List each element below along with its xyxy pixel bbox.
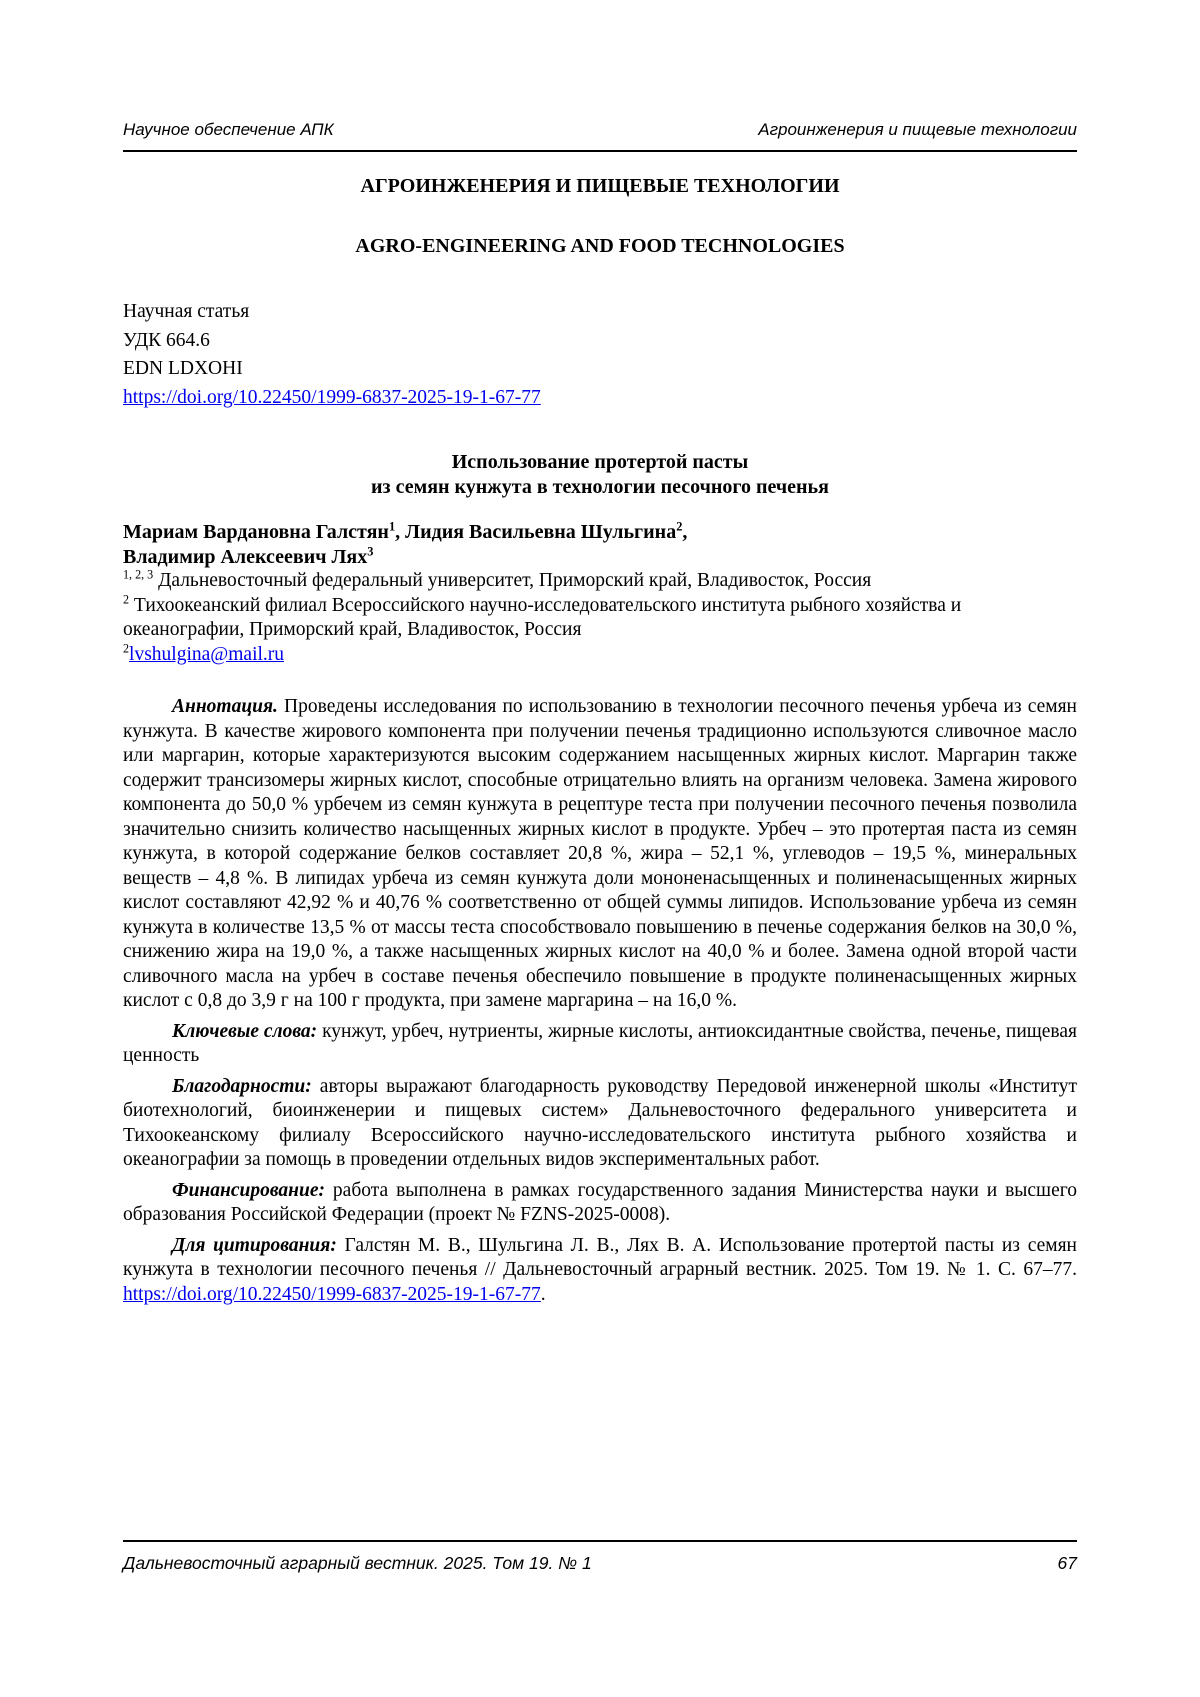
- email-line: [123, 643, 1077, 668]
- abstract-text: Проведены исследования по использованию в технологии песочного печенья урбеча из семян кунжута. В качестве жирового компонента при получении печенья традиционно используются сливочное масло или маргарин, которые характеризуются высоким содержанием насыщенных жирных кислот. Маргарин также содержит трансизомеры жирных кислот, способные отрицательно влиять на организм человека. Замена жирового компонента до 50,0 % урбечем из семян кунжута в рецептуре теста при получении песочного печенья позволила значительно снизить количество насыщенных жирных кислот в продукте. Урбеч – это протертая паста из семян кунжута, в которой содержание белков составляет 20,8 %, жира – 52,1 %, углеводов – 19,5 %, минеральных веществ – 4,8 %. В липидах урбеча из семян кунжута доли мононенасыщенных и полиненасыщенных жирных кислот составляют 42,92 % и 40,76 % соответственно от общей суммы липидов. Использование урбеча из семян кунжута в количестве 13,5 % от массы теста способствовало повышению в печенье содержания белков на 30,0 %, снижению жира на 19,0 %, а также насыщенных жирных кислот на 40,0 % и более. Замена одной второй части сливочного масла на урбеч в составе печенья обеспечило повышение в продукте полиненасыщенных жирных кислот с 0,8 до 3,9 г на 100 г продукта, при замене маргарина – на 16,0 %.: [123, 696, 1077, 1011]
- keywords-paragraph: [123, 1020, 1077, 1069]
- author-3: Владимир Алексеевич Лях: [123, 545, 368, 568]
- section-title-ru: АГРОИНЖЕНЕРИЯ И ПИЩЕВЫЕ ТЕХНОЛОГИИ: [360, 175, 840, 197]
- doi-link[interactable]: https://doi.org/10.22450/1999-6837-2025-19-1-67-77: [123, 386, 541, 408]
- abstract-paragraph: [123, 695, 1077, 1014]
- footer-page-number: 67: [1057, 1553, 1077, 1573]
- article-type: Научная статья: [123, 301, 250, 322]
- affiliation-1-text: Дальневосточный федеральный университет, Приморский край, Владивосток, Россия: [153, 570, 872, 591]
- authors-line1: [123, 520, 1077, 545]
- section-title-en: AGRO-ENGINEERING AND FOOD TECHNOLOGIES: [355, 235, 845, 257]
- footer-journal-title: Дальневосточный аграрный вестник. 2025. Том 19. № 1: [123, 1553, 592, 1573]
- affiliation-1-marks: 1, 2, 3: [123, 567, 154, 582]
- footer-rule: [123, 1540, 1077, 1542]
- abstract-label: Аннотация.: [172, 696, 278, 717]
- citation-text: Галстян М. В., Шульгина Л. В., Лях В. А. Использование протертой пасты из семян кунжута в технологии песочного печенья // Дальневосточный аграрный вестник. 2025. Том 19. № 1. С. 67–77.: [123, 1234, 1077, 1280]
- page-content: [123, 0, 1077, 1307]
- article-title-line1: Использование протертой пасты: [451, 451, 749, 473]
- article-body: [123, 695, 1077, 1307]
- author-2: Лидия Васильевна Шульгина: [405, 521, 677, 543]
- authors-line2: [123, 545, 1077, 570]
- funding-label: Финансирование:: [172, 1179, 325, 1201]
- author-3-affiliation-mark: 3: [367, 543, 374, 558]
- author-separator-2: ,: [682, 521, 688, 543]
- header-rule: [123, 150, 1077, 152]
- running-head-left: Научное обеспечение АПК: [123, 120, 334, 139]
- citation-doi-link[interactable]: https://doi.org/10.22450/1999-6837-2025-19-1-67-77: [123, 1283, 541, 1305]
- affiliation-2-text: Тихоокеанский филиал Всероссийского научно-исследовательского института рыбного хозяйства и океанографии, Приморский край, Владивосток, Россия: [123, 594, 962, 640]
- acknowledgements-label: Благодарности:: [172, 1075, 312, 1097]
- keywords-text: кунжут, урбеч, нутриенты, жирные кислоты, антиоксидантные свойства, печенье, пищевая ценность: [123, 1020, 1077, 1066]
- funding-paragraph: [123, 1179, 1077, 1228]
- funding-text: работа выполнена в рамках государственного задания Министерства науки и высшего образования Российской Федерации (проект № FZNS-2025-0008).: [123, 1179, 1077, 1225]
- udc-number: УДК 664.6: [123, 329, 210, 351]
- article-title: [123, 450, 1077, 500]
- email-link[interactable]: lvshulgina@mail.ru: [129, 643, 285, 665]
- citation-label: Для цитирования:: [172, 1234, 337, 1256]
- article-meta: [123, 298, 1077, 412]
- author-1: Мариам Вардановна Галстян: [123, 521, 389, 543]
- authors-block: [123, 520, 1077, 569]
- author-2-affiliation-mark: 2: [676, 519, 683, 534]
- acknowledgements-paragraph: [123, 1075, 1077, 1173]
- acknowledgements-text: авторы выражают благодарность руководству Передовой инженерной школы «Институт биотехнологий, биоинженерии и пищевых систем» Дальневосточного федерального университета и Тихоокеанскому филиалу Всероссийского научно-исследовательского института рыбного хозяйства и океанографии за помощь в проведении отдельных видов экспериментальных работ.: [123, 1075, 1077, 1170]
- page-footer: [123, 1540, 1077, 1574]
- affiliation-1: [123, 569, 1077, 594]
- author-1-affiliation-mark: 1: [388, 519, 396, 534]
- affiliation-2-mark: 2: [123, 592, 130, 606]
- citation-paragraph: [123, 1234, 1077, 1308]
- affiliation-2: [123, 594, 1077, 643]
- running-head-right: Агроинженерия и пищевые технологии: [758, 120, 1077, 139]
- running-head: [123, 0, 1077, 140]
- email-affiliation-mark: 2: [123, 641, 130, 655]
- affiliations-block: [123, 569, 1077, 667]
- keywords-label: Ключевые слова:: [172, 1020, 318, 1042]
- citation-period: .: [540, 1283, 546, 1305]
- edn-code: EDN LDXOHI: [123, 358, 243, 379]
- author-separator: ,: [395, 521, 406, 543]
- article-title-line2: из семян кунжута в технологии песочного печенья: [371, 476, 829, 498]
